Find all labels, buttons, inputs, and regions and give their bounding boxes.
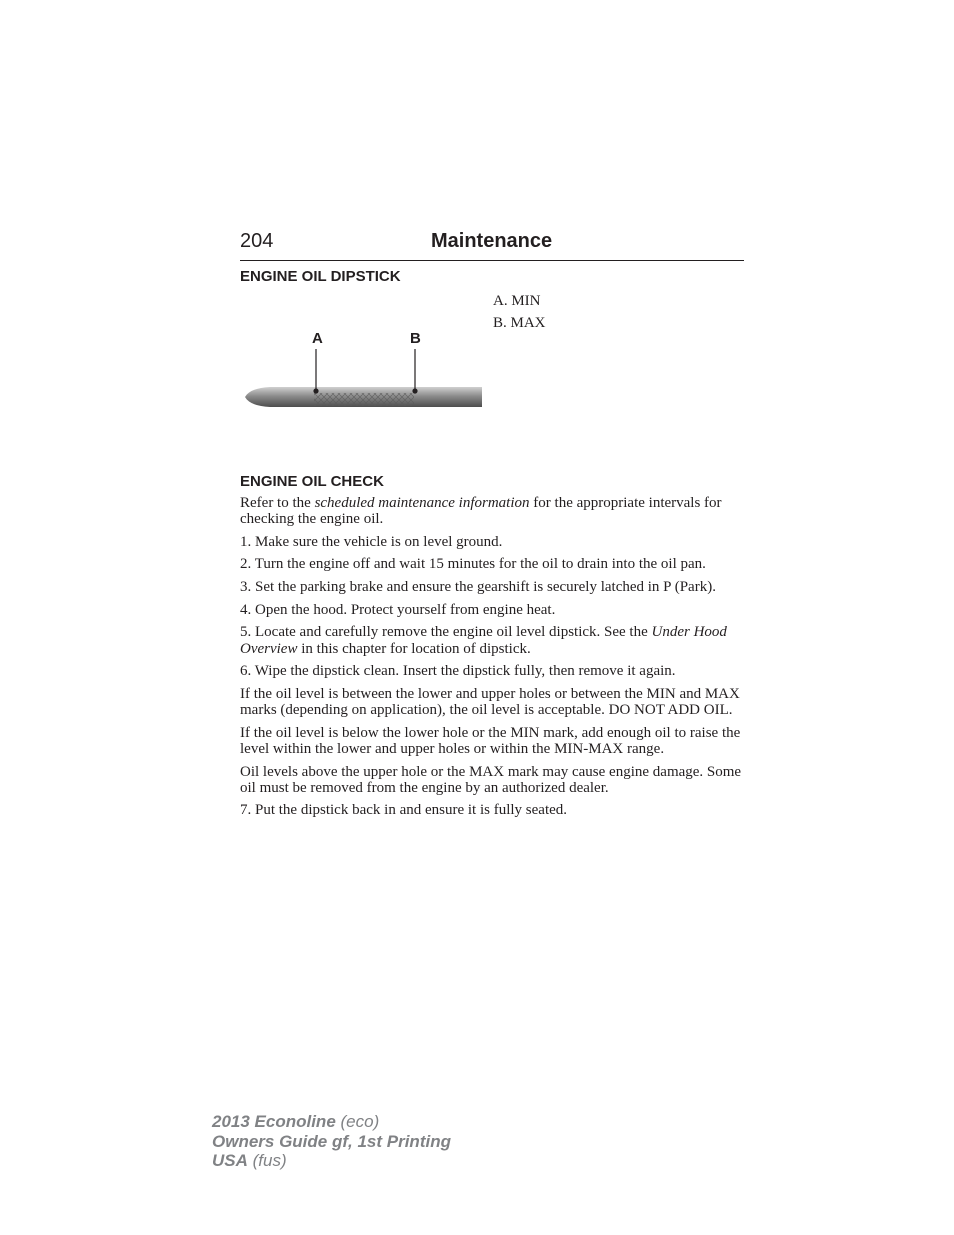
footer	[212, 1112, 451, 1171]
page-title: Maintenance	[431, 230, 553, 252]
footer-line-1: 2013 Econoline (eco)	[212, 1112, 380, 1131]
low-level-paragraph: If the oil level is below the lower hole or the MIN mark, add enough oil to raise the level within the lower and upper holes or within the MIN-MAX range.	[240, 724, 741, 757]
dipstick-illustration	[240, 325, 490, 415]
step-3: 3. Set the parking brake and ensure the gearshift is securely latched in P (Park).	[240, 579, 716, 596]
oil-check-body	[240, 495, 745, 825]
step-7: 7. Put the dipstick back in and ensure it is fully seated.	[240, 802, 568, 819]
footer-line-2: Owners Guide gf, 1st Printing	[212, 1131, 451, 1151]
dipstick-heading: ENGINE OIL DIPSTICK	[240, 268, 401, 285]
max-hole-marker	[412, 388, 417, 393]
footer-line-3: USA (fus)	[212, 1151, 287, 1170]
maintenance-reference: scheduled maintenance information	[314, 495, 530, 511]
high-level-paragraph: Oil levels above the upper hole or the MAX mark may cause engine damage. Some oil must be removed from the engine by an authorized dealer.	[240, 763, 742, 796]
callout-list	[493, 290, 546, 334]
under-hood-reference: Under Hood Overview	[240, 624, 727, 657]
min-hole-marker	[313, 388, 318, 393]
oil-check-heading: ENGINE OIL CHECK	[240, 473, 384, 490]
callout-min: A. MIN	[493, 293, 541, 309]
step-4: 4. Open the hood. Protect yourself from engine heat.	[240, 601, 556, 618]
step-2: 2. Turn the engine off and wait 15 minutes for the oil to drain into the oil pan.	[240, 556, 706, 573]
intro-paragraph: Refer to the scheduled maintenance information for the appropriate intervals for checking the engine oil.	[240, 495, 722, 528]
label-b: B	[410, 330, 421, 347]
dipstick-rod	[245, 387, 482, 407]
page-number: 204	[240, 230, 274, 252]
label-a: A	[312, 330, 323, 347]
step-1: 1. Make sure the vehicle is on level ground.	[240, 533, 503, 550]
step-5: 5. Locate and carefully remove the engine oil level dipstick. See the Under Hood Overview in this chapter for location of dipstick.	[240, 624, 727, 657]
callout-max: B. MAX	[493, 315, 546, 331]
page-header	[240, 229, 744, 261]
acceptable-level-paragraph: If the oil level is between the lower and upper holes or between the MIN and MAX marks (depending on application), the oil level is acceptable. DO NOT ADD OIL.	[240, 685, 740, 719]
step-6: 6. Wipe the dipstick clean. Insert the dipstick fully, then remove it again.	[240, 663, 676, 680]
